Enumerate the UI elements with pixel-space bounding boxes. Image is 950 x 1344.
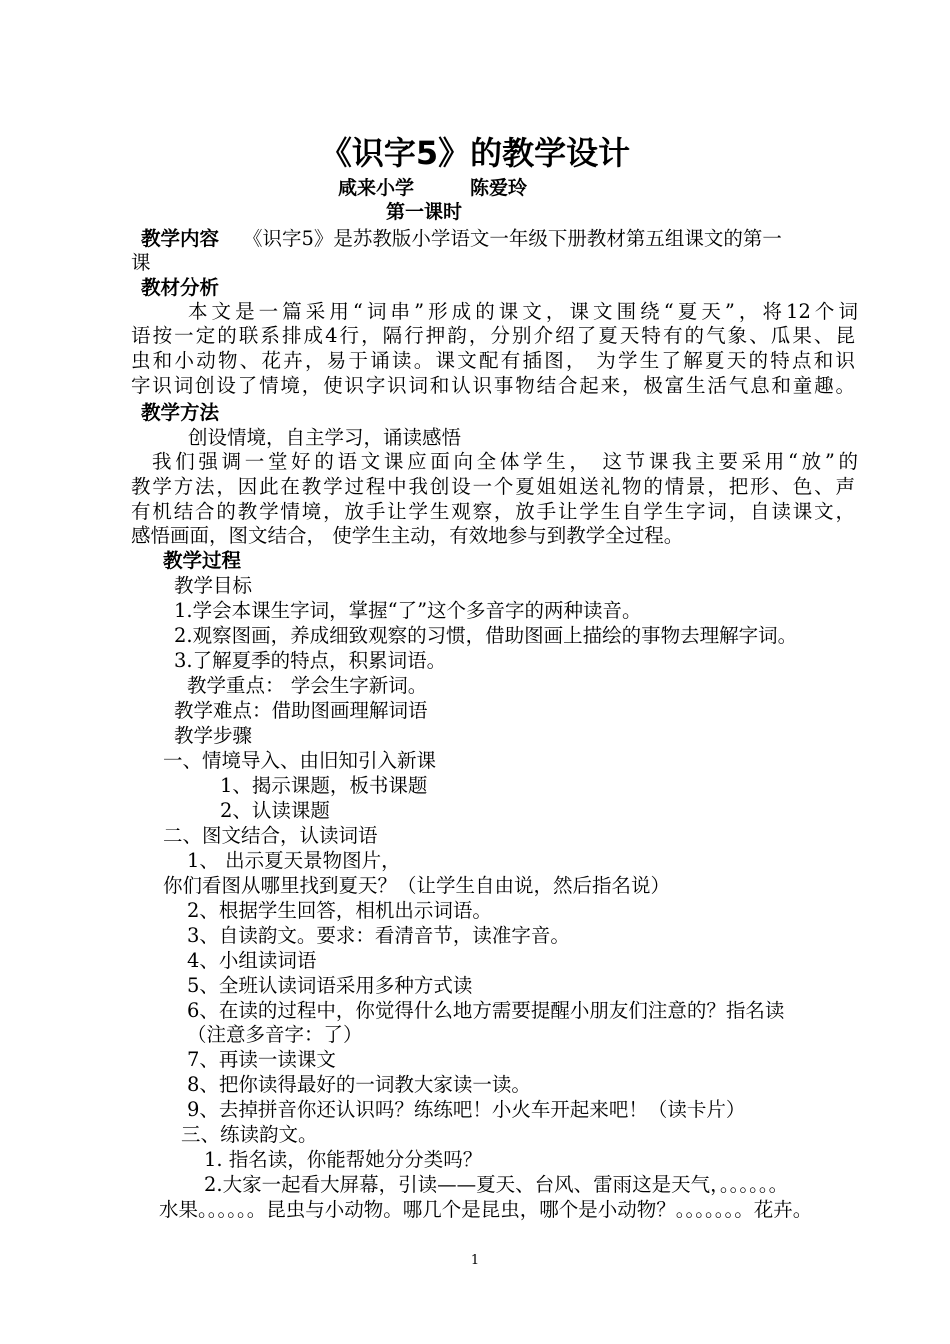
analysis-line: 语按一定的联系排成4行，隔行押韵，分别介绍了夏天特有的气象、瓜果、昆 (131, 324, 855, 347)
page-number: 1 (470, 1253, 480, 1268)
step-item: 2、认读课题 (220, 799, 330, 822)
method-line: 有机结合的教学情境，放手让学生观察，放手让学生自学生字词，自读课文， (131, 500, 855, 523)
step-title: 三、练读韵文。 (181, 1123, 318, 1146)
author-name: 陈爱玲 (470, 177, 528, 199)
author-line (338, 176, 527, 201)
goal-item: 3.了解夏季的特点，积累词语。 (174, 649, 447, 672)
method-line: 我们强调一堂好的语文课应面向全体学生， 这节课我主要采用“放”的 (152, 450, 858, 473)
step-item: 9、去掉拼音你还认识吗？练练吧！小火车开起来吧！（读卡片） (187, 1098, 746, 1121)
document-title: 《识字5》的教学设计 (319, 134, 631, 172)
school-name: 咸来小学 (338, 177, 415, 199)
goal-item: 2.观察图画，养成细致观察的习惯，借助图画上描绘的事物去理解字词。 (174, 624, 798, 647)
analysis-heading: 教材分析 (141, 276, 220, 299)
lesson-label: 第一课时 (386, 201, 463, 223)
step-item: 你们看图从哪里找到夏天？（让学生自由说，然后指名说） (163, 874, 671, 897)
step-item: 8、把你读得最好的一词教大家读一读。 (187, 1073, 531, 1096)
method-summary: 创设情境，自主学习，诵读感悟 (188, 426, 462, 449)
key-point: 教学重点： 学会生字新词。 (187, 674, 428, 697)
content-row (141, 226, 782, 251)
content-text-cont: 课 (131, 251, 151, 274)
step-item: 2、根据学生回答，相机出示词语。 (187, 899, 492, 922)
step-item: 1. 指名读，你能帮她分分类吗？ (204, 1148, 483, 1171)
step-title: 一、情境导入、由旧知引入新课 (163, 749, 437, 772)
step-item: 6、在读的过程中，你觉得什么地方需要提醒小朋友们注意的？指名读 (187, 999, 785, 1022)
step-item: 水果。。。。。。昆虫与小动物。哪几个是昆虫，哪个是小动物？。。。。。。。花卉。 (159, 1198, 813, 1221)
content-heading: 教学内容 (141, 227, 220, 250)
process-heading: 教学过程 (163, 549, 242, 572)
analysis-line: 字识词创设了情境，使识字识词和认识事物结合起来，极富生活气息和童趣。 (131, 374, 855, 397)
step-item: 2.大家一起看大屏幕，引读——夏天、台风、雷雨这是天气，。。。。。。 (204, 1173, 789, 1196)
step-item: 7、再读一读课文 (187, 1048, 336, 1071)
step-item: 3、自读韵文。要求：看清音节，读准字音。 (187, 924, 570, 947)
content-text: 《识字5》是苏教版小学语文一年级下册教材第五组课文的第一 (243, 227, 782, 250)
analysis-line: 本文是一篇采用“词串”形成的课文，课文围绕“夏天”，将12个词 (188, 300, 858, 323)
method-heading: 教学方法 (141, 401, 220, 424)
difficulty: 教学难点：借助图画理解词语 (174, 699, 428, 722)
method-line: 感悟画面，图文结合， 使学生主动，有效地参与到教学全过程。 (131, 524, 684, 547)
goal-item: 1.学会本课生字词，掌握“了”这个多音字的两种读音。 (174, 599, 642, 622)
method-line: 教学方法，因此在教学过程中我创设一个夏姐姐送礼物的情景，把形、色、声 (131, 475, 855, 498)
goals-heading: 教学目标 (174, 574, 253, 597)
step-item: 1、 出示夏天景物图片， (187, 849, 401, 872)
step-item: 5、全班认读词语采用多种方式读 (187, 974, 473, 997)
step-title: 二、图文结合，认读词语 (163, 824, 378, 847)
steps-heading: 教学步骤 (174, 724, 253, 747)
step-item: 1、揭示课题，板书课题 (220, 774, 428, 797)
analysis-line: 虫和小动物、花卉，易于诵读。课文配有插图， 为学生了解夏天的特点和识 (131, 349, 855, 372)
step-item: 4、小组读词语 (187, 949, 317, 972)
step-item: （注意多音字：了） (187, 1023, 363, 1046)
